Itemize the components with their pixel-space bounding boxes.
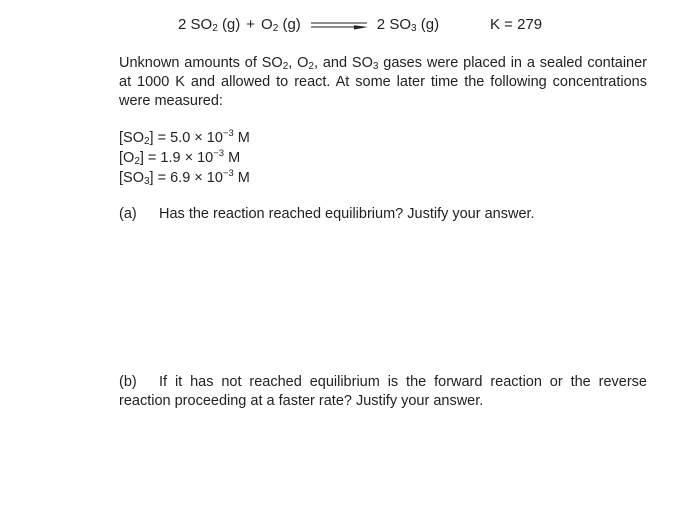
question-part-b xyxy=(119,373,647,411)
reactant-o2-state: (g) xyxy=(282,16,301,33)
product-so3-formula: $SO_3$ xyxy=(389,16,417,34)
product-so3-coefficient: 2 xyxy=(376,16,386,33)
part-a-label: (a) xyxy=(119,206,137,222)
question-part-a xyxy=(119,206,535,222)
part-a-text: Has the reaction reached equilibrium? Justify your answer. xyxy=(159,206,535,222)
part-b-label: (b) xyxy=(119,374,137,390)
reactant-so2-coefficient: 2 xyxy=(178,16,187,33)
reaction-equation xyxy=(178,16,439,33)
reactant-o2-formula: $O_2$ xyxy=(261,16,279,34)
part-b-text: If it has not reached equilibrium is the forward reaction or the reverse reaction proceeding at a faster rate? Justify your answer. xyxy=(119,374,647,409)
equilibrium-arrow-icon xyxy=(311,20,369,30)
reactant-so2-formula: $SO_2$ xyxy=(190,16,218,34)
product-so3-state: (g) xyxy=(420,16,440,33)
reactant-so2-state: (g) xyxy=(221,16,241,33)
concentration-o2: $[O_2] = 1.9 \times 10^{-3}$ M xyxy=(119,148,241,167)
plus-sign: + xyxy=(246,16,256,33)
concentration-so3: $[SO_3] = 6.9 \times 10^{-3}$ M xyxy=(119,168,250,187)
concentration-so2: $[SO_2] = 5.0 \times 10^{-3}$ M xyxy=(119,128,250,147)
equilibrium-constant: K = 279 xyxy=(490,16,543,33)
intro-paragraph: Unknown amounts of $SO_2$, $O_2$, and $SO_3$ gases were placed in a sealed container at 1000 K and allowed to react. At some later time the following concentrations were measured: xyxy=(119,55,648,109)
